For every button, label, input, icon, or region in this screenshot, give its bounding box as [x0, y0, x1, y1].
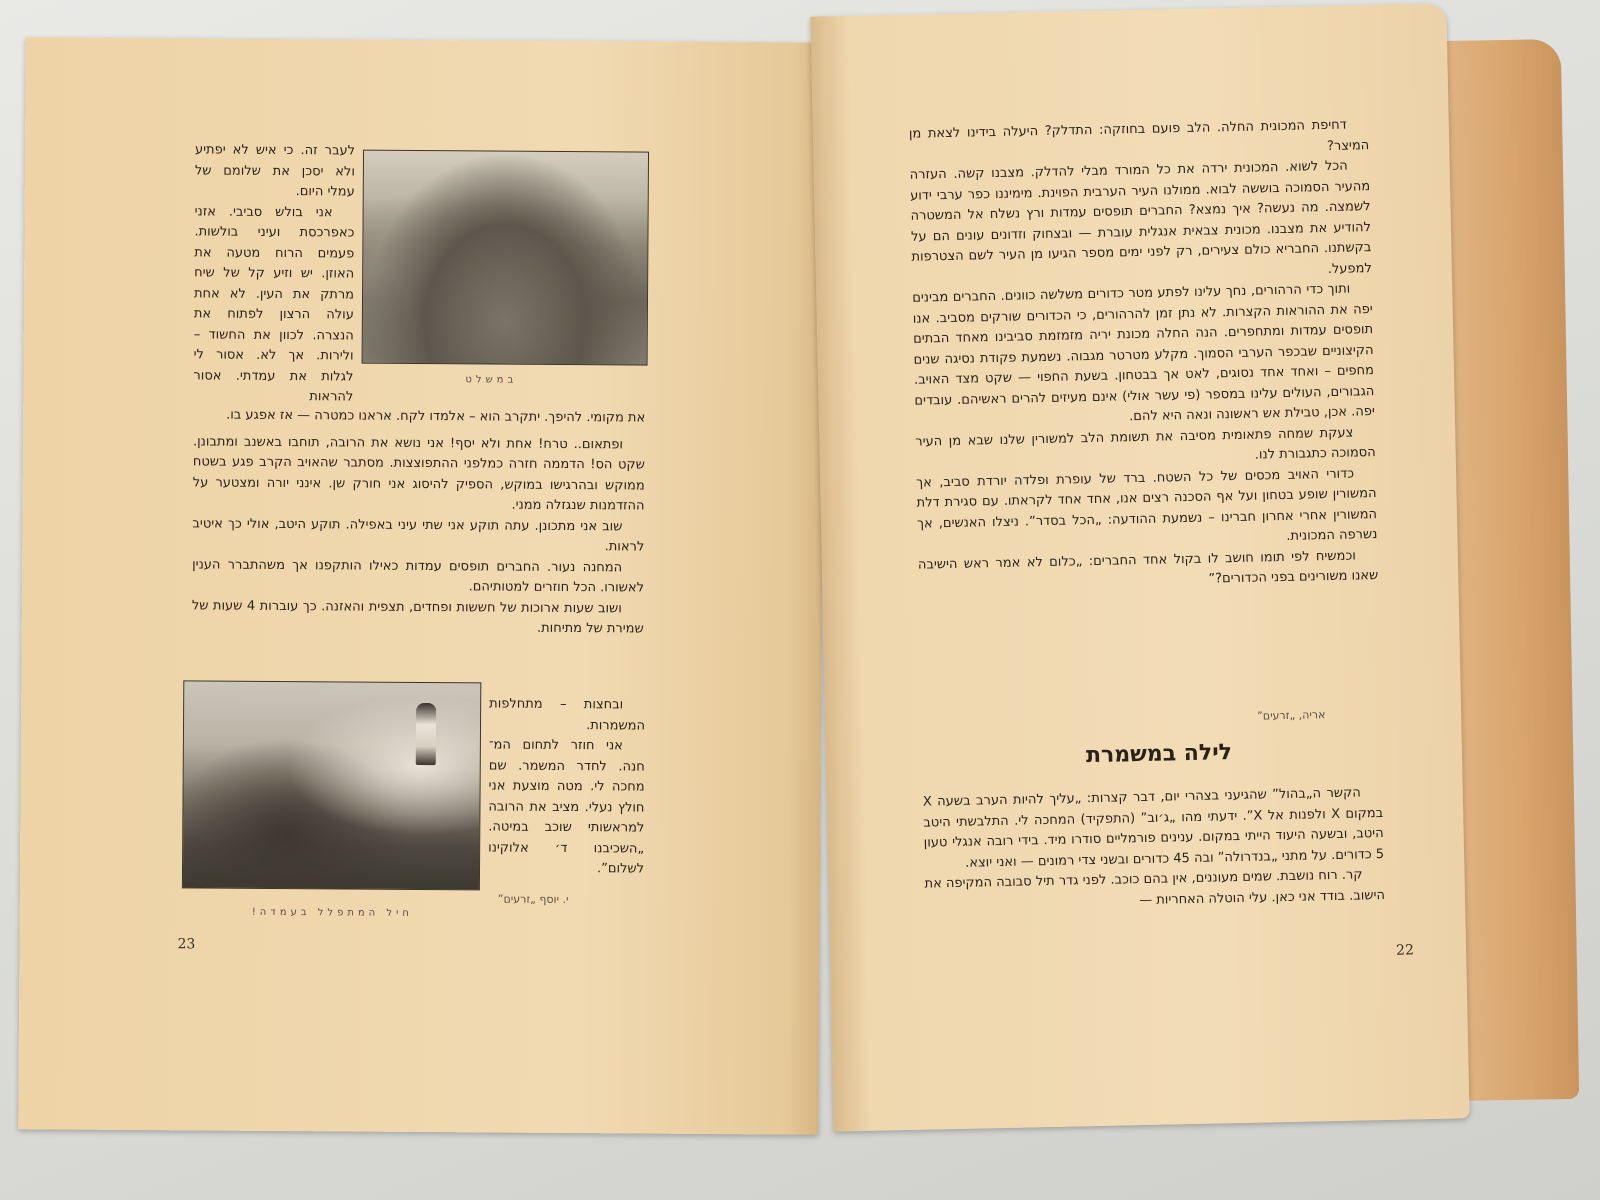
right-page — [810, 3, 1469, 1131]
photo-soldiers-outpost — [362, 150, 649, 366]
photo-praying-soldier — [182, 680, 481, 890]
paragraph: כדורי האויב מכסים של כל השטח. ברד של עופרת ופלדה יורדת סביב, אך המשורין שופע בטחון ועל אף הסכנה רצים אנו, אחד אחד לקראתו. עם סגירת דלת המשורין אחרי אחרון חברינו – נשמעת ההודעה: „הכל בסדר”. ניצלו האנשים, אך נשרפה המכונית. — [916, 465, 1378, 544]
paragraph: שוב אני מתכונן. עתה תוקע אני שתי עיני באפילה. תוקע היטב, אולי כך איטיב לראות. — [192, 515, 645, 555]
paragraph: צעקת שמחה פתאומית מסיבה את תשומת הלב למשורין שלנו שבא מן העיר הסמוכה כתגבורת לנו. — [915, 425, 1376, 463]
paragraph: ובחצות – מתחלפות המשמרות. — [489, 696, 646, 734]
paragraph: קר. רוח נושבת. שמים מעוננים, אין בהם כוכב. לפני גדר תיל סבובה המקיפה את הישוב. בודד אני כאן. עלי הוטלה האחריות — — [924, 867, 1386, 908]
soldier-figure — [416, 703, 436, 765]
paragraph: לעבר זה. כי איש לא יפתיע ולא יסכן את שלומם של עמלי היום. — [194, 142, 356, 200]
paragraph: אני חוזר לתחום המ־ חנה. לחדר המשמר. שם מחכה לי. מטה מוצעת אני חולץ נעלי. מציב את הרובה למראשותי שוכב במיטה. „השכיבנו ד׳ אלוקינו לשלום”. — [488, 737, 645, 877]
left-page — [18, 37, 826, 1135]
paragraph: המחנה נעור. החברים תופסים עמדות כאילו הותקפנו אך משהתברר הענין לאשורו. הכל חוזרים למטותיהם. — [192, 556, 645, 596]
photo-caption: במשלט — [465, 374, 518, 386]
right-main-column — [909, 115, 1379, 596]
left-bottom-column — [488, 694, 645, 880]
paragraph: ושוב שעות ארוכות של חששות ופחדים, תצפית והאזנה. כך עוברות 4 שעות של שמירת של מתיחות. — [191, 597, 644, 637]
paragraph: את מקומי. להיפך. יתקרב הוא – אלמדו לקח. אראנו כמטרה — אז אפגע בו. — [226, 407, 646, 426]
paragraph: הקשר ה„בהול” שהגיעני בצהרי יום, דבר קצרות: „עליך להיות הערב בשעה X במקום X ולפנות אל X”. ידעתי מהו „ג׳וב” (התפקיד) המחכה לי. התלבשתי היטב היטב, ובשעה היעוד הייתי במקום. ענינים פורמליים סודרו מיד. בידי רובה אנגלי טעון 5 כדורים. על מתני „בנדרולה” ובה 45 כדורים ובשני צדי רמונים — ואני יוצא. — [922, 785, 1385, 871]
paragraph: ופתאום.. טרח! אחת ולא יסף! אני נושא את הרובה, תוחבו באשנב ומתבונן. שקט הס! הדממה חזרה כמלפני ההתפוצצות. מסתבר שהאויב הקרב פגע בשטח ממוקש ובהרגישו במוקש, הספיק להיסוג אני חורק שן. אינני יורה ומצטער על ההזדמנות שנגזלה ממני. — [192, 433, 645, 514]
page-number: 23 — [177, 936, 196, 953]
paragraph: ותוך כדי הרהורים, נחך עלינו לפתע מטר כדורים משלשה כוונים. החברים מבינים יפה את ההוראות הקצרות. לא נתן זמן להרהורים, כי הכדורים שורקים מסביב. אנו תופסים עמדות ומתחפרים. הנה החלה מכונת יריה מזמזמת סביבינו מאחד הבתים הקיצוניים שבכפר הערבי הסמוך. מקלע מטרטר מגבוה. נשמעת פקודת נסיגה שנים מחפים – ואחד אחד נסוגים, לאט אך בבטחון. בשעת החפוי — שקט מצד האויב. הגבורים, העולים עלינו במספר (פי עשר אולי) אינם מעיזים להרים ראשיהם. עובדים יפה. אכן, טבילת אש ראשונה ונאה היא להם. — [912, 281, 1375, 425]
left-narrow-column — [193, 140, 355, 408]
author-signature: אריה, „זרעים” — [1257, 708, 1326, 723]
section-heading: לילה במשמרת — [1085, 740, 1233, 769]
paragraph: וכמשיח לפי תומו חושב לו בקול אחד החברים: „כלום לא אמר ראש הישיבה שאנו משורינים בפני הכדורים?” — [917, 547, 1379, 587]
right-section-column — [923, 783, 1385, 916]
paragraph: דחיפת המכונית החלה. הלב פועם בחוזקה: התדלק? היעלה בידינו לצאת מן המיצר? — [908, 117, 1370, 154]
paragraph: אני בולש סביבי. אזני כאפרכסת ועיני בולשות. פעמים הרוח מטעה את האוזן. יש וזיע קל של שיח מרתק את העין. לא אחת עולה הרצון לפתוח את הנצרה. לכוון את החשוד – ולירות. אך לא. אסור לי לגלות את עמדתי. אסור להראות — [193, 203, 355, 405]
photo-caption: חיל המתפלל בעמדה! — [251, 906, 413, 919]
author-signature: י. יוסף „זרעים” — [497, 892, 569, 907]
paragraph: הכל לשוא. המכונית ירדה את כל המורד מבלי להדלק. מצבנו קשה. העזרה מהעיר הסמוכה בוששה לבוא. ממולנו העיר הערבית הפוינת. מימיננו כפר ערבי ידוע לשמצה. מה נעשה? איך נמצא? החברים תופסים עמדות ורץ נשלח אל המשטרה להודיע את מצבנו. מכונית צבאית אנגלית עוברת — ובצחוק וזדונים עונים הם על בקשתנו. החבריא כולם צעירים, רק לפני ימים מספר הגיעו מן העיר לשם הצטרפות למפעל. — [909, 158, 1372, 277]
page-number: 22 — [1395, 942, 1415, 959]
left-wide-column — [192, 405, 646, 640]
